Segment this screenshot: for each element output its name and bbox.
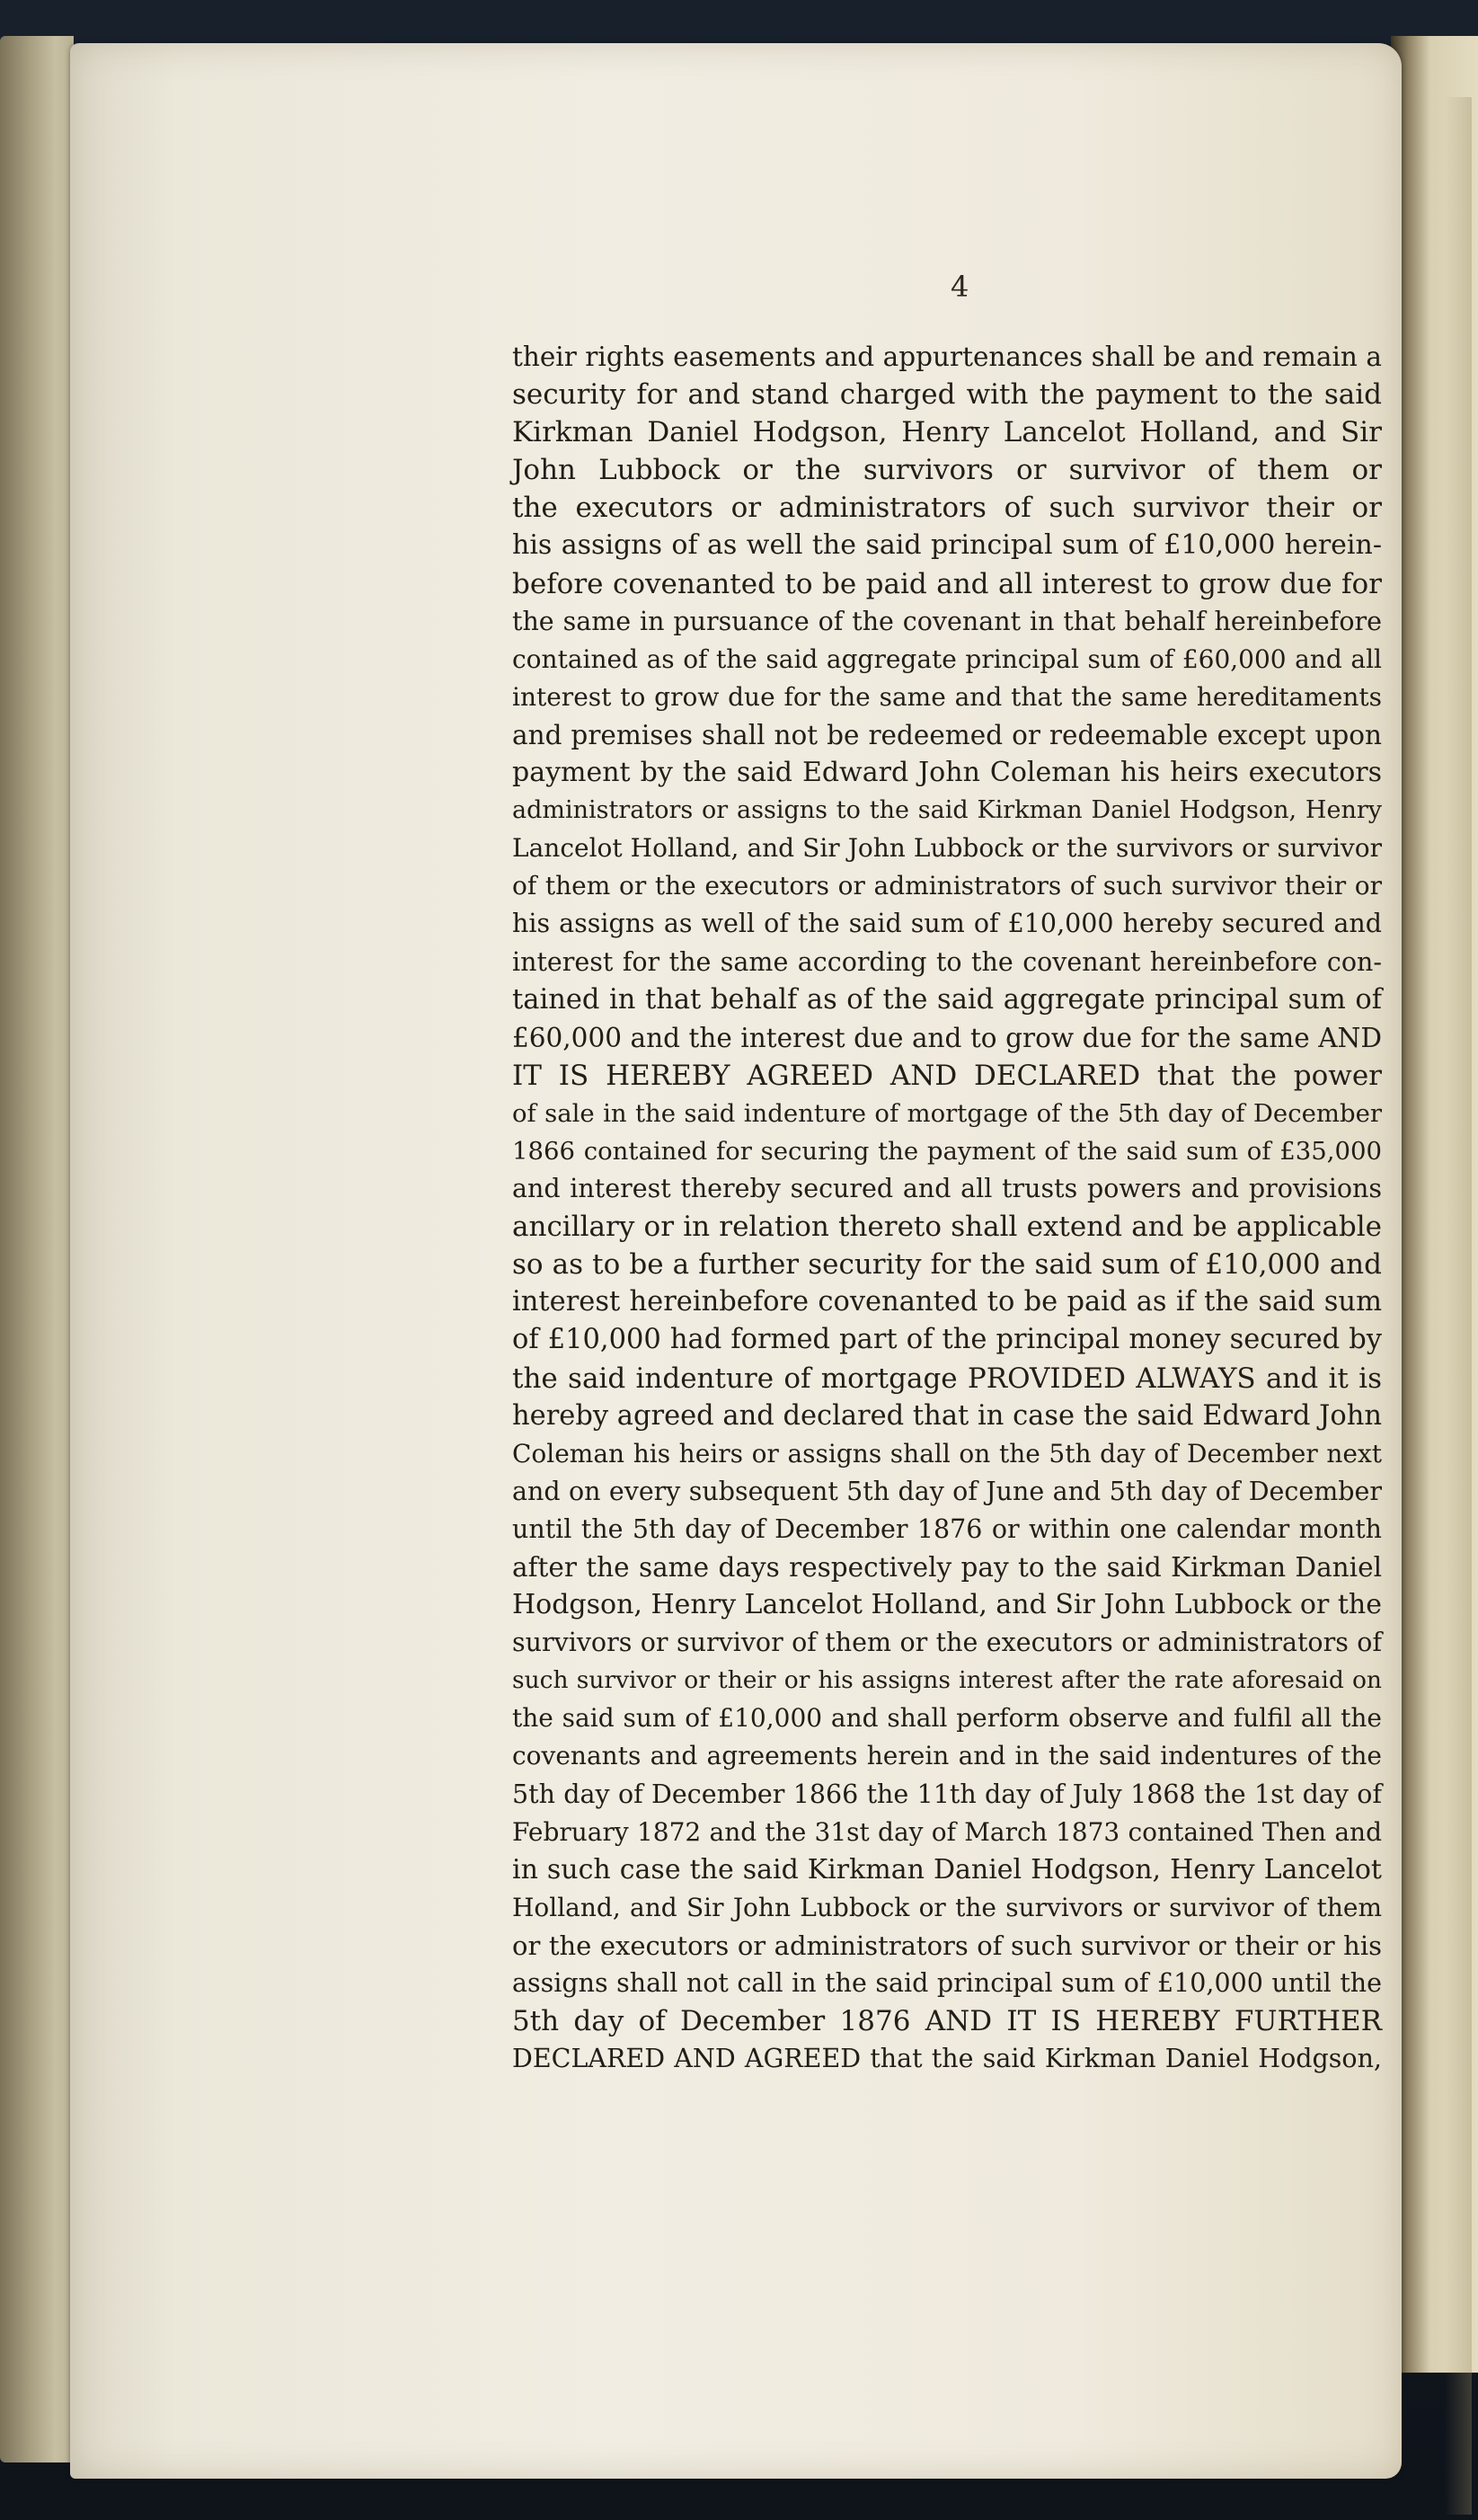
body-text <box>512 338 1382 2078</box>
text-line: John Lubbock or the survivors or survivor of them or <box>512 454 1382 487</box>
text-line: their rights easements and appurtenances shall be and remain a <box>512 342 1382 372</box>
text-line: in such case the said Kirkman Daniel Hodgson, Henry Lancelot <box>512 1853 1382 1886</box>
text-line: February 1872 and the 31st day of March 1873 contained Then and <box>512 1816 1382 1847</box>
text-line: his assigns as well of the said sum of £10,000 hereby secured and <box>512 909 1382 939</box>
text-line: Holland, and Sir John Lubbock or the survivors or survivor of them <box>512 1892 1382 1922</box>
text-line: DECLARED AND AGREED that the said Kirkman Daniel Hodgson, <box>512 2044 1382 2074</box>
text-line: so as to be a further security for the said sum of £10,000 and <box>512 1248 1382 1282</box>
text-line: 5th day of December 1876 AND IT IS HEREBY FURTHER <box>512 2005 1382 2038</box>
text-line: interest for the same according to the covenant hereinbefore con- <box>512 946 1382 977</box>
text-line: of them or the executors or administrators of such survivor their or <box>512 871 1382 901</box>
text-line: assigns shall not call in the said principal sum of £10,000 until the <box>512 1968 1382 1999</box>
text-line: the executors or administrators of such survivor their or <box>512 492 1382 525</box>
text-line: his assigns of as well the said principal sum of £10,000 herein- <box>512 529 1382 562</box>
text-line: interest to grow due for the same and that the same hereditaments <box>512 681 1382 712</box>
text-line: £60,000 and the interest due and to grow due for the same AND <box>512 1022 1382 1053</box>
text-line: and interest thereby secured and all trusts powers and provisions <box>512 1174 1382 1204</box>
text-line: covenants and agreements herein and in the said indentures of the <box>512 1741 1382 1771</box>
text-line: Lancelot Holland, and Sir John Lubbock or the survivors or survivor <box>512 833 1382 864</box>
text-line: until the 5th day of December 1876 or within one calendar month <box>512 1513 1382 1544</box>
text-line: after the same days respectively pay to the said Kirkman Daniel <box>512 1552 1382 1583</box>
text-line: such survivor or their or his assigns interest after the rate aforesaid on <box>512 1666 1382 1695</box>
page-gutter-shadow <box>1445 97 1472 2515</box>
text-line: ancillary or in relation thereto shall extend and be applicable <box>512 1211 1382 1244</box>
text-line: the said sum of £10,000 and shall perform observe and fulfil all the <box>512 1703 1382 1734</box>
text-line: and premises shall not be redeemed or redeemable except upon <box>512 719 1382 750</box>
text-line: administrators or assigns to the said Kirkman Daniel Hodgson, Henry <box>512 796 1382 825</box>
text-line: security for and stand charged with the payment to the said <box>512 378 1382 412</box>
text-line: the same in pursuance of the covenant in that behalf hereinbefore <box>512 606 1382 636</box>
text-line: interest hereinbefore covenanted to be paid as if the said sum <box>512 1286 1382 1318</box>
text-line: IT IS HEREBY AGREED AND DECLARED that the power <box>512 1059 1382 1092</box>
text-line: of £10,000 had formed part of the principal money secured by <box>512 1324 1382 1356</box>
text-line: tained in that behalf as of the said aggregate principal sum of <box>512 983 1382 1016</box>
text-line: and on every subsequent 5th day of June and 5th day of December <box>512 1476 1382 1506</box>
text-line: Kirkman Daniel Hodgson, Henry Lancelot Holland, and Sir <box>512 416 1382 449</box>
text-line: contained as of the said aggregate principal sum of £60,000 and all <box>512 643 1382 674</box>
text-line: the said indenture of mortgage PROVIDED ALWAYS and it is <box>512 1362 1382 1395</box>
text-line: hereby agreed and declared that in case the said Edward John <box>512 1399 1382 1432</box>
text-line: before covenanted to be paid and all interest to grow due for <box>512 567 1382 600</box>
text-line: 1866 contained for securing the payment of the said sum of £35,000 <box>512 1136 1382 1166</box>
book-left-edge <box>0 36 74 2462</box>
text-line: payment by the said Edward John Coleman his heirs executors <box>512 757 1382 789</box>
text-line: Coleman his heirs or assigns shall on the 5th day of December next <box>512 1438 1382 1469</box>
text-line: 5th day of December 1866 the 11th day of July 1868 the 1st day of <box>512 1779 1382 1809</box>
text-line: or the executors or administrators of such survivor or their or his <box>512 1930 1382 1961</box>
text-line: of sale in the said indenture of mortgage of the 5th day of December <box>512 1098 1382 1128</box>
page-number: 4 <box>951 270 969 304</box>
text-line: Hodgson, Henry Lancelot Holland, and Sir John Lubbock or the <box>512 1589 1382 1621</box>
text-line: survivors or survivor of them or the executors or administrators of <box>512 1628 1382 1658</box>
